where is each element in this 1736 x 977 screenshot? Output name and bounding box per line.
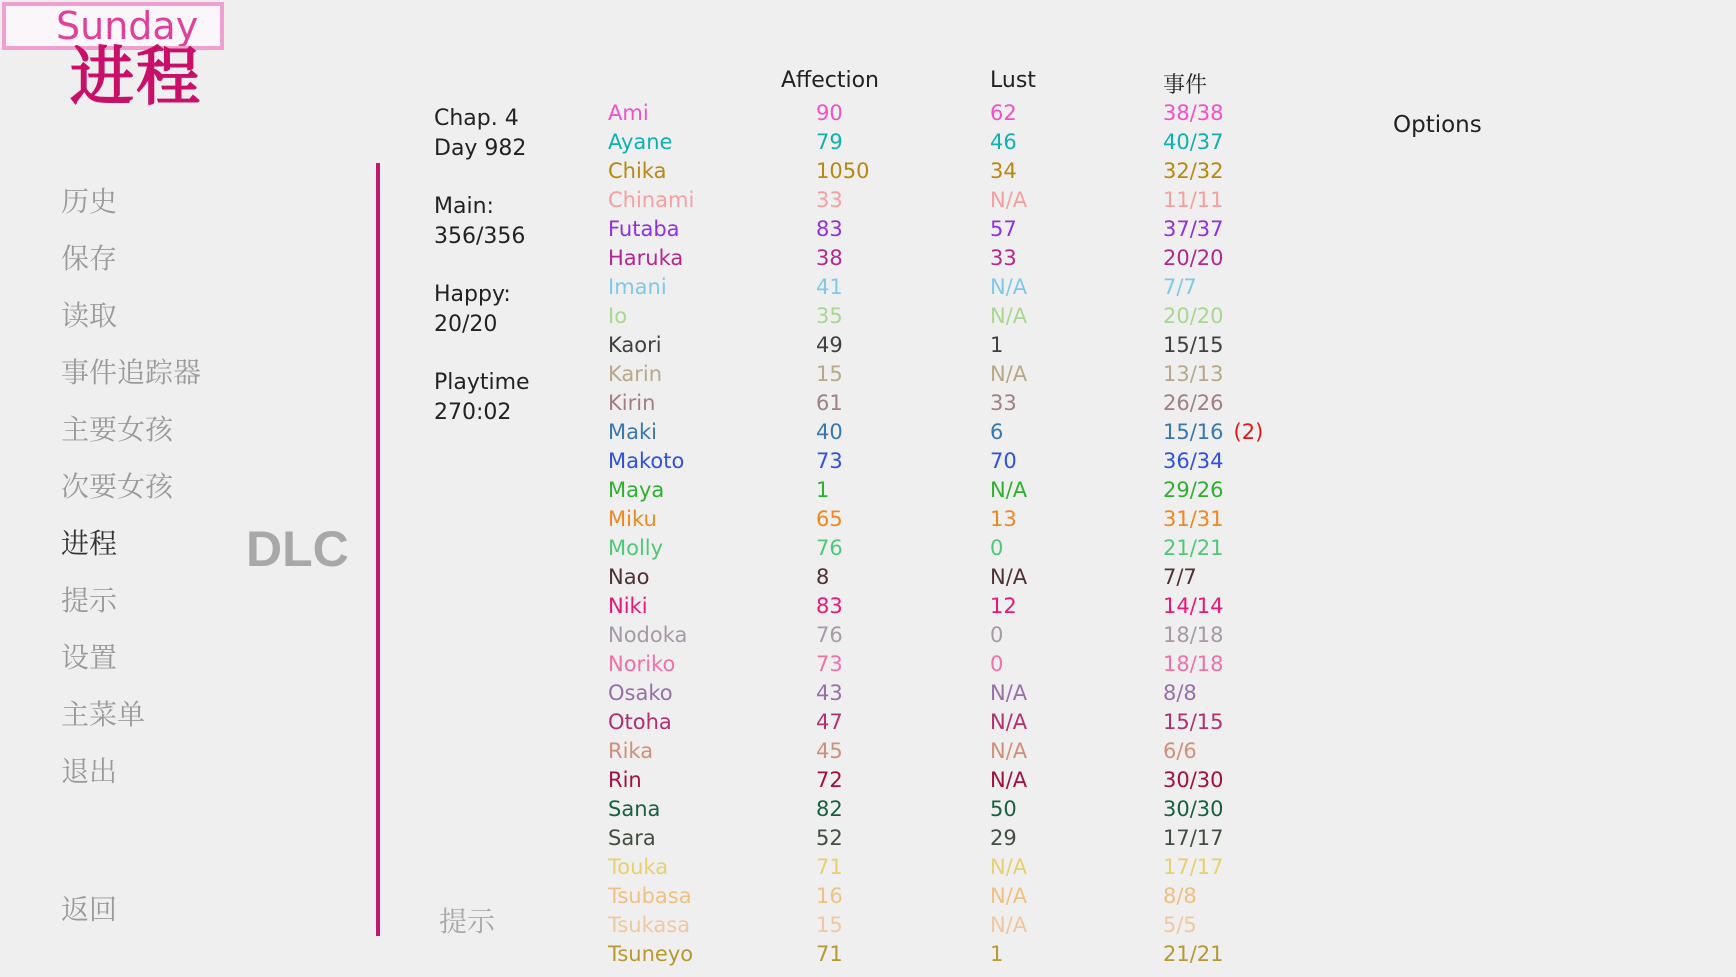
affection-value: 49 (816, 333, 843, 357)
table-row (0, 505, 1300, 534)
table-row (0, 824, 1300, 853)
nav-item-main-girls[interactable]: 主要女孩 (61, 413, 174, 446)
table-row (0, 215, 1300, 244)
header-lust: Lust (990, 68, 1036, 93)
lust-value: 33 (990, 246, 1017, 270)
playtime-value: 270:02 (434, 400, 512, 425)
character-name: Niki (608, 594, 648, 618)
lust-value: N/A (990, 913, 1028, 937)
lust-value: N/A (990, 855, 1028, 879)
table-row (0, 302, 1300, 331)
character-name: Nodoka (608, 623, 688, 647)
lust-value: N/A (990, 681, 1028, 705)
events-value: 7/7 (1163, 565, 1197, 589)
main-value: 356/356 (434, 224, 526, 249)
day-label: Sunday (56, 4, 199, 48)
affection-value: 79 (816, 130, 843, 154)
affection-value: 61 (816, 391, 843, 415)
character-name: Nao (608, 565, 650, 589)
character-name: Imani (608, 275, 667, 299)
table-row (0, 244, 1300, 273)
affection-value: 15 (816, 913, 843, 937)
lust-value: 33 (990, 391, 1017, 415)
affection-value: 40 (816, 420, 843, 444)
main-label: Main: (434, 194, 494, 219)
lust-value: 70 (990, 449, 1017, 473)
character-name: Touka (608, 855, 669, 879)
hint-button[interactable]: 提示 (439, 905, 496, 938)
affection-value: 82 (816, 797, 843, 821)
table-row (0, 621, 1300, 650)
events-value: 6/6 (1163, 739, 1197, 763)
events-value: 18/18 (1163, 652, 1224, 676)
affection-value: 1050 (816, 159, 870, 183)
lust-value: N/A (990, 710, 1028, 734)
character-name: Osako (608, 681, 673, 705)
table-row (0, 389, 1300, 418)
events-value: 11/11 (1163, 188, 1224, 212)
character-name: Sara (608, 826, 656, 850)
character-name: Kaori (608, 333, 662, 357)
table-row (0, 766, 1300, 795)
character-name: Futaba (608, 217, 680, 241)
character-name: Tsuneyo (608, 942, 694, 966)
events-value: 20/20 (1163, 246, 1224, 270)
character-name: Miku (608, 507, 657, 531)
events-value: 21/21 (1163, 942, 1224, 966)
table-row (0, 476, 1300, 505)
lust-value: N/A (990, 565, 1028, 589)
table-row (0, 273, 1300, 302)
lust-value: 0 (990, 623, 1004, 647)
table-row (0, 418, 1300, 447)
character-name: Io (608, 304, 628, 328)
events-value: 7/7 (1163, 275, 1197, 299)
events-value: 17/17 (1163, 826, 1224, 850)
table-row (0, 911, 1300, 940)
events-value: 20/20 (1163, 304, 1224, 328)
affection-value: 73 (816, 449, 843, 473)
character-name: Maya (608, 478, 665, 502)
table-row (0, 99, 1300, 128)
events-value: 13/13 (1163, 362, 1224, 386)
table-row (0, 447, 1300, 476)
character-name: Tsukasa (608, 913, 691, 937)
character-name: Chinami (608, 188, 695, 212)
lust-value: 57 (990, 217, 1017, 241)
affection-value: 38 (816, 246, 843, 270)
happy-value: 20/20 (434, 312, 498, 337)
nav-item-progress[interactable]: 进程 (61, 527, 118, 560)
affection-value: 8 (816, 565, 830, 589)
events-value: 40/37 (1163, 130, 1224, 154)
table-row (0, 940, 1300, 969)
lust-value: N/A (990, 884, 1028, 908)
lust-value: 34 (990, 159, 1017, 183)
affection-value: 83 (816, 594, 843, 618)
lust-value: 29 (990, 826, 1017, 850)
lust-value: 46 (990, 130, 1017, 154)
lust-value: N/A (990, 304, 1028, 328)
lust-value: N/A (990, 768, 1028, 792)
events-value: 37/37 (1163, 217, 1224, 241)
screen-title: 进程 (70, 41, 202, 115)
character-name: Ami (608, 101, 649, 125)
character-name: Maki (608, 420, 657, 444)
character-name: Rika (608, 739, 654, 763)
affection-value: 71 (816, 855, 843, 879)
table-row (0, 563, 1300, 592)
character-name: Ayane (608, 130, 673, 154)
affection-value: 76 (816, 623, 843, 647)
events-value: 5/5 (1163, 913, 1197, 937)
events-value: 17/17 (1163, 855, 1224, 879)
nav-item-settings[interactable]: 设置 (61, 641, 118, 674)
events-value: 14/14 (1163, 594, 1224, 618)
nav-item-tips[interactable]: 提示 (61, 584, 118, 617)
affection-value: 47 (816, 710, 843, 734)
table-row (0, 128, 1300, 157)
table-row (0, 737, 1300, 766)
lust-value: 0 (990, 536, 1004, 560)
nav-item-history[interactable]: 历史 (61, 185, 118, 218)
events-value: 32/32 (1163, 159, 1224, 183)
character-name: Tsubasa (608, 884, 692, 908)
lust-value: 62 (990, 101, 1017, 125)
dlc-button[interactable]: DLC (246, 521, 349, 577)
table-row (0, 534, 1300, 563)
lust-value: N/A (990, 188, 1028, 212)
table-row (0, 331, 1300, 360)
events-count: 15/16 (1163, 420, 1224, 444)
affection-value: 33 (816, 188, 843, 212)
affection-value: 43 (816, 681, 843, 705)
nav-item-event-tracker[interactable]: 事件追踪器 (61, 356, 202, 389)
lust-value: 1 (990, 333, 1004, 357)
events-value: 8/8 (1163, 884, 1197, 908)
affection-value: 76 (816, 536, 843, 560)
events-value: 21/21 (1163, 536, 1224, 560)
lust-value: 0 (990, 652, 1004, 676)
lust-value: 13 (990, 507, 1017, 531)
happy-label: Happy: (434, 282, 511, 307)
lust-value: 1 (990, 942, 1004, 966)
nav-item-quit[interactable]: 退出 (61, 755, 118, 788)
character-name: Haruka (608, 246, 684, 270)
table-row (0, 157, 1300, 186)
affection-value: 65 (816, 507, 843, 531)
affection-value: 90 (816, 101, 843, 125)
affection-value: 41 (816, 275, 843, 299)
nav-item-load[interactable]: 读取 (61, 299, 118, 332)
character-name: Rin (608, 768, 642, 792)
character-name: Sana (608, 797, 661, 821)
table-row (0, 708, 1300, 737)
lust-value: 12 (990, 594, 1017, 618)
events-value: 18/18 (1163, 623, 1224, 647)
affection-value: 1 (816, 478, 830, 502)
nav-item-save[interactable]: 保存 (61, 242, 118, 275)
affection-value: 83 (816, 217, 843, 241)
day-count: Day 982 (434, 136, 527, 161)
options-button[interactable]: Options (1393, 112, 1482, 138)
table-row (0, 186, 1300, 215)
character-name: Chika (608, 159, 667, 183)
table-row (0, 882, 1300, 911)
affection-value: 52 (816, 826, 843, 850)
character-name: Otoha (608, 710, 672, 734)
character-name: Makoto (608, 449, 685, 473)
table-row (0, 853, 1300, 882)
table-row (0, 650, 1300, 679)
events-value: 38/38 (1163, 101, 1224, 125)
character-name: Karin (608, 362, 663, 386)
affection-value: 45 (816, 739, 843, 763)
affection-value: 72 (816, 768, 843, 792)
events-value: 15/15 (1163, 710, 1224, 734)
events-value: 26/26 (1163, 391, 1224, 415)
events-value: 30/30 (1163, 797, 1224, 821)
lust-value: N/A (990, 478, 1028, 502)
lust-value: 50 (990, 797, 1017, 821)
table-row (0, 679, 1300, 708)
character-table (0, 99, 1300, 969)
playtime-label: Playtime (434, 370, 530, 395)
events-value: 8/8 (1163, 681, 1197, 705)
character-name: Molly (608, 536, 664, 560)
table-row (0, 795, 1300, 824)
chapter-label: Chap. 4 (434, 106, 519, 131)
affection-value: 15 (816, 362, 843, 386)
affection-value: 35 (816, 304, 843, 328)
lust-value: 6 (990, 420, 1004, 444)
character-name: Kirin (608, 391, 656, 415)
affection-value: 73 (816, 652, 843, 676)
nav-item-secondary-girls[interactable]: 次要女孩 (61, 470, 174, 503)
affection-value: 71 (816, 942, 843, 966)
events-value: 29/26 (1163, 478, 1224, 502)
character-name: Noriko (608, 652, 676, 676)
lust-value: N/A (990, 362, 1028, 386)
lust-value: N/A (990, 739, 1028, 763)
events-value: 36/34 (1163, 449, 1224, 473)
events-value: 15/15 (1163, 333, 1224, 357)
events-value: 30/30 (1163, 768, 1224, 792)
events-value: 31/31 (1163, 507, 1224, 531)
events-note: (2) (1233, 420, 1264, 444)
table-row (0, 360, 1300, 389)
header-affection: Affection (781, 68, 879, 93)
header-events: 事件 (1163, 73, 1208, 98)
events-value (1163, 418, 1263, 447)
back-button[interactable]: 返回 (61, 893, 118, 926)
table-row (0, 592, 1300, 621)
lust-value: N/A (990, 275, 1028, 299)
affection-value: 16 (816, 884, 843, 908)
nav-item-main-menu[interactable]: 主菜单 (61, 698, 146, 731)
